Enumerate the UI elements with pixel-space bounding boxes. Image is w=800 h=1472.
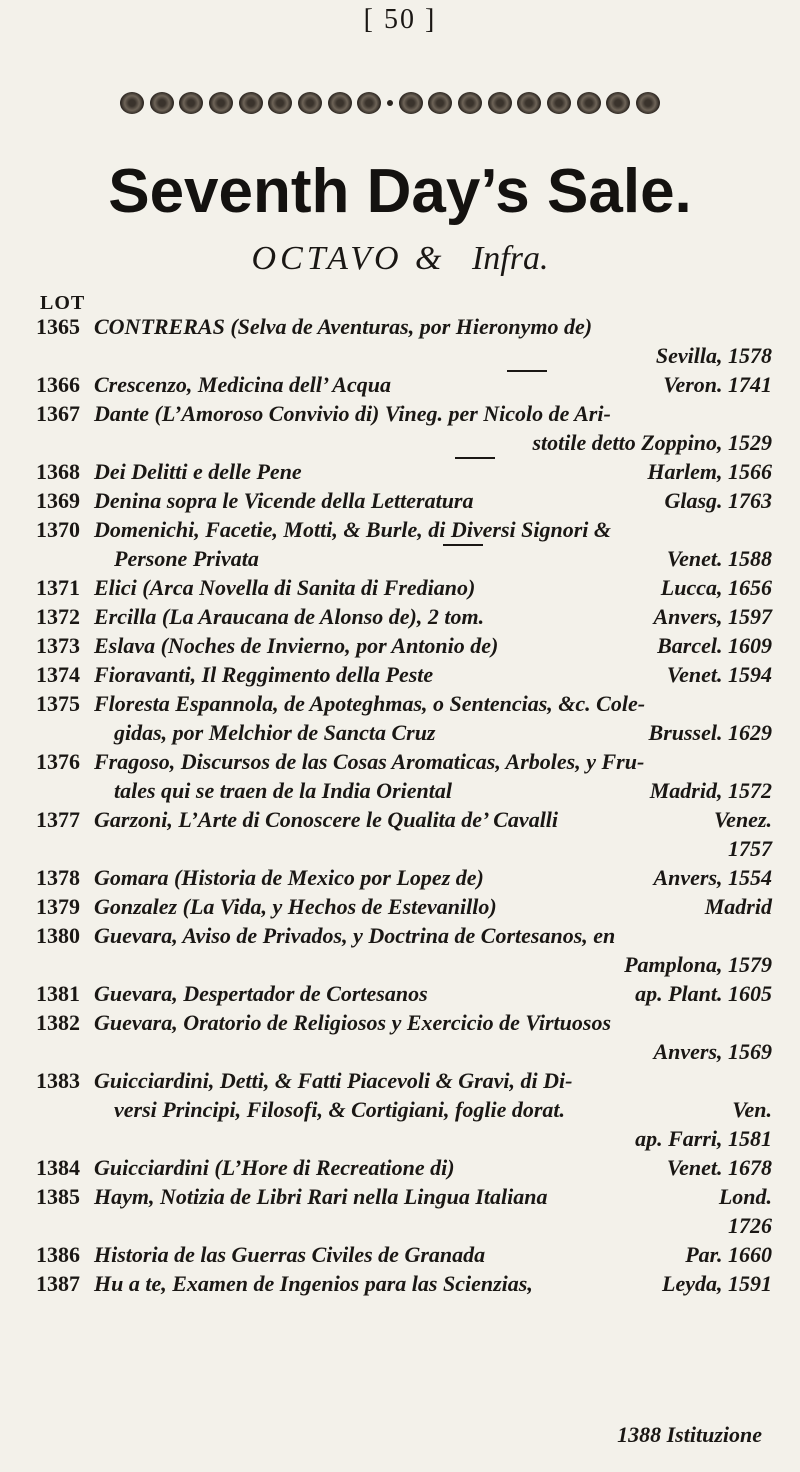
entry-title: Elici (Arca Novella di Sanita di Frediano) [94,575,476,600]
entry-title: Ercilla (La Araucana de Alonso de), 2 tom. [94,604,485,629]
lot-number: 1385 [36,1184,80,1209]
list-item [36,1269,772,1298]
entry-imprint: ap. Plant. 1605 [635,981,772,1006]
list-item [36,892,772,921]
list-item [36,1182,772,1240]
list-item [36,805,772,863]
entry-imprint: Venez. [713,807,772,832]
lot-number: 1378 [36,865,80,890]
entry-imprint: Barcel. 1609 [657,633,772,658]
page-title: Seventh Day’s Sale. [108,157,692,226]
list-item [36,660,772,689]
entry-title: Garzoni, L’Arte di Conoscere le Qualita de’ Cavalli [94,807,559,832]
entry-list [36,312,772,1298]
entry-title: Guevara, Aviso de Privados, y Doctrina de Cortesanos, en [94,923,616,948]
list-item [36,863,772,892]
entry-title: Fragoso, Discursos de las Cosas Aromaticas, Arboles, y Fru- [94,749,645,774]
entry-title: Dante (L’Amoroso Convivio di) Vineg. per Nicolo de Ari- [94,401,611,426]
entry-title: Guevara, Oratorio de Religiosos y Exercicio de Virtuosos [94,1010,611,1035]
entry-imprint: Anvers, 1569 [653,1039,772,1064]
list-item [36,631,772,660]
entry-title: Floresta Espannola, de Apoteghmas, o Sentencias, &c. Cole- [94,691,646,716]
list-item [36,573,772,602]
section-subtitle [0,240,800,278]
entry-imprint: stotile detto Zoppino, 1529 [532,430,772,455]
entry-imprint: Glasg. 1763 [664,488,772,513]
lot-number: 1374 [36,662,80,687]
entry-title: Crescenzo, Medicina dell’ Acqua [94,372,391,397]
entry-imprint: Venet. 1588 [666,546,772,571]
entry-imprint: Anvers, 1554 [653,865,772,890]
list-item [36,399,772,457]
entry-imprint: Veron. 1741 [663,372,772,397]
entry-imprint: Madrid, 1572 [649,778,772,803]
list-item [36,486,772,515]
lot-number: 1382 [36,1010,80,1035]
lot-header: LOT [40,292,86,314]
lot-number: 1380 [36,923,80,948]
ampersand: & [415,240,446,277]
lot-number: 1375 [36,691,80,716]
entry-imprint: Harlem, 1566 [647,459,772,484]
entry-imprint: Sevilla, 1578 [655,343,772,368]
entry-continuation: tales qui se traen de la India Oriental [114,778,452,803]
lot-number: 1369 [36,488,80,513]
list-item [36,979,772,1008]
lot-number: 1387 [36,1271,80,1296]
dash-rule [443,544,483,573]
entry-imprint: Par. 1660 [685,1242,772,1267]
page-number: [ 50 ] [363,4,437,35]
list-item [36,747,772,805]
entry-imprint: Brussel. 1629 [648,720,772,745]
list-item [36,1008,772,1066]
entry-title: Fioravanti, Il Reggimento della Peste [94,662,434,687]
format-label: OCTAVO [251,240,403,277]
lot-number: 1376 [36,749,80,774]
list-item [36,1153,772,1182]
entry-title: Hu a te, Examen de Ingenios para las Scienzias, [94,1271,533,1296]
list-item [36,1066,772,1153]
list-item [36,457,772,486]
entry-title: Dei Delitti e delle Pene [94,459,302,484]
list-item [36,1240,772,1269]
ornament-band [120,90,660,116]
entry-title: Domenichi, Facetie, Motti, & Burle, di Diversi Signori & [94,517,612,542]
lot-number: 1377 [36,807,80,832]
list-item [36,312,772,370]
entry-title: CONTRERAS (Selva de Aventuras, por Hieronymo de) [94,314,593,339]
lot-number: 1384 [36,1155,80,1180]
entry-imprint: 1726 [728,1213,772,1238]
entry-imprint: 1757 [728,836,772,861]
lot-number: 1370 [36,517,80,542]
entry-continuation: versi Principi, Filosofi, & Cortigiani, foglie dorat. [114,1097,566,1122]
lot-number: 1367 [36,401,80,426]
lot-number: 1383 [36,1068,80,1093]
entry-imprint: Anvers, 1597 [653,604,772,629]
entry-title: Gonzalez (La Vida, y Hechos de Estevanillo) [94,894,497,919]
lot-number: 1373 [36,633,80,658]
entry-imprint: Madrid [704,894,772,919]
entry-title: Haym, Notizia de Libri Rari nella Lingua Italiana [94,1184,548,1209]
list-item [36,921,772,979]
entry-title: Historia de las Guerras Civiles de Granada [94,1242,486,1267]
entry-continuation: Persone Privata [114,546,259,571]
entry-imprint: Ven. [732,1097,772,1122]
lot-number: 1371 [36,575,80,600]
lot-number: 1366 [36,372,80,397]
entry-title: Guevara, Despertador de Cortesanos [94,981,428,1006]
entry-title: Denina sopra le Vicende della Letteratura [94,488,474,513]
list-item [36,515,772,573]
entry-imprint: Venet. 1594 [666,662,772,687]
entry-imprint: Lucca, 1656 [660,575,772,600]
entry-title: Eslava (Noches de Invierno, por Antonio de) [94,633,499,658]
catchword: 1388 Istituzione [617,1422,762,1447]
lot-number: 1365 [36,314,80,339]
entry-imprint: Lond. [718,1184,772,1209]
lot-number: 1386 [36,1242,80,1267]
entry-title: Gomara (Historia de Mexico por Lopez de) [94,865,484,890]
infra-label: Infra. [471,240,549,277]
lot-number: 1381 [36,981,80,1006]
entry-imprint: Pamplona, 1579 [624,952,772,977]
entry-imprint: ap. Farri, 1581 [635,1126,772,1151]
lot-number: 1368 [36,459,80,484]
dash-rule [455,457,495,486]
lot-number: 1379 [36,894,80,919]
dash-rule [507,370,547,399]
list-item [36,689,772,747]
entry-title: Guicciardini, Detti, & Fatti Piacevoli & Gravi, di Di- [94,1068,573,1093]
entry-continuation: gidas, por Melchior de Sancta Cruz [114,720,436,745]
list-item [36,602,772,631]
lot-number: 1372 [36,604,80,629]
entry-imprint: Venet. 1678 [666,1155,772,1180]
entry-imprint: Leyda, 1591 [662,1271,772,1296]
list-item [36,370,772,399]
entry-title: Guicciardini (L’Hore di Recreatione di) [94,1155,455,1180]
